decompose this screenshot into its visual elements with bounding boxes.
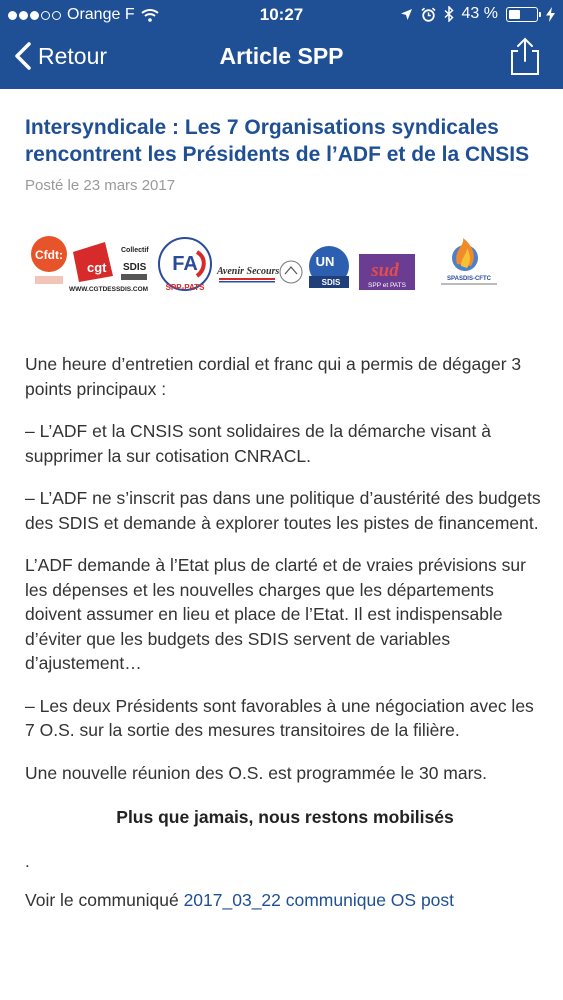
union-logos-image [25, 234, 545, 306]
bluetooth-icon [444, 6, 454, 22]
fa-spp-pats-logo [159, 238, 211, 292]
top-bar [0, 0, 563, 89]
avenir-secours-text: Avenir Secours [217, 266, 280, 277]
share-icon[interactable] [509, 36, 541, 76]
carrier-label: Orange F [67, 6, 135, 23]
status-time: 10:27 [259, 5, 304, 24]
article-paragraph: Une nouvelle réunion des O.S. est programmée le 30 mars. [25, 762, 488, 783]
alarm-icon [421, 7, 436, 22]
navigation-bar [0, 30, 563, 89]
union-logos-banner [25, 234, 545, 306]
page-title: Article SPP [219, 43, 344, 69]
collectif-sdis-logo [121, 247, 149, 280]
back-button[interactable] [14, 42, 107, 70]
spp-pats-text: SPP-PATS [165, 283, 205, 292]
article-paragraph: – Les deux Présidents sont favorables à une négociation avec les 7 O.S. sur la sortie des mesures transitoires de la filière. [25, 695, 534, 740]
battery-icon [506, 7, 538, 22]
communique-link[interactable]: 2017_03_22 communique OS post [183, 890, 455, 910]
separator-dot: . [25, 852, 30, 871]
unsa-sdis-logo [309, 246, 349, 288]
unsa-text: UN [315, 254, 335, 269]
communique-prefix: Voir le communiqué [25, 890, 184, 910]
spasdis-text: SPASDIS-CFTC [447, 276, 491, 282]
avenir-secours-logo [216, 261, 302, 283]
collectif-text: Collectif [121, 247, 149, 254]
unsa-sdis-text: SDIS [321, 278, 341, 287]
charging-icon [546, 7, 555, 22]
article-paragraph: – L’ADF ne s’inscrit pas dans une politique d’austérité des budgets des SDIS et demande à explorer toutes les pistes de financement. [25, 488, 541, 533]
sud-text: sud [371, 260, 399, 281]
status-bar [0, 0, 563, 30]
cfdt-logo-text: Cfdt: [35, 248, 63, 262]
spasdis-cftc-logo [441, 238, 497, 285]
back-label: Retour [38, 42, 108, 69]
location-arrow-icon [400, 8, 413, 21]
sud-sub-text: SPP et PATS [368, 282, 406, 289]
cgt-url-text: WWW.CGTDESSDIS.COM [69, 286, 149, 293]
emphasis-text: Plus que jamais, nous restons mobilisés [116, 807, 454, 827]
cgt-logo-text: cgt [87, 260, 107, 275]
cfdt-logo [31, 236, 67, 284]
battery-percent: 43 % [461, 5, 498, 22]
collectif-sdis-text: SDIS [123, 262, 147, 273]
article-paragraph: – L’ADF et la CNSIS sont solidaires de la démarche visant à supprimer la sur cotisation CNRACL. [25, 421, 491, 466]
article-paragraph: L’ADF demande à l’Etat plus de clarté et de vraies prévisions sur les dépenses et les nouvelles charges que les départements doivent assumer en lieu et place de l’Etat. Il est indispensable d’éviter que les budgets des SDIS servent de variables d’ajustement… [25, 555, 526, 673]
article-paragraph: Une heure d’entretien cordial et franc qui a permis de dégager 3 points principaux : [25, 354, 522, 399]
article-content [25, 89, 545, 911]
article-date: Posté le 23 mars 2017 [25, 177, 176, 194]
status-right [400, 5, 555, 23]
article-title: Intersyndicale : Les 7 Organisations syndicales rencontrent les Présidents de l’ADF et de la CNSIS [25, 116, 530, 166]
sud-logo [359, 254, 415, 290]
chevron-left-icon [14, 42, 32, 70]
communique-line [25, 890, 545, 911]
fa-text: FA [172, 253, 198, 275]
